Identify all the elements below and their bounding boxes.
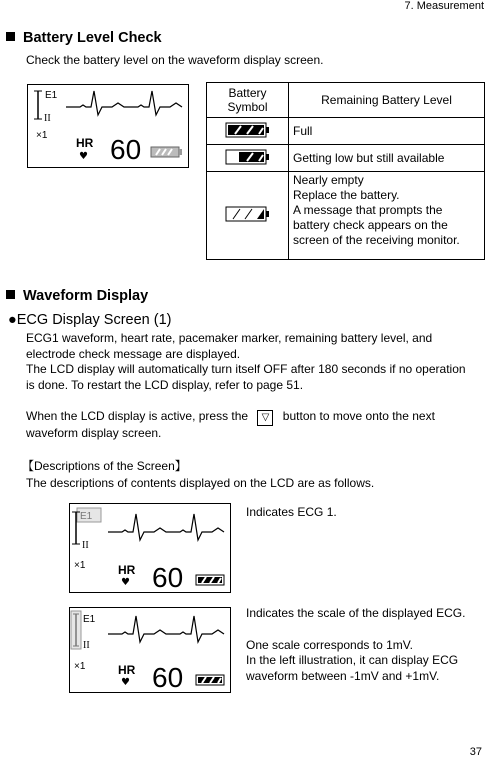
para-next-screen: When the LCD display is active, press the ▽ button to move onto the next waveform display screen. — [26, 409, 435, 440]
descriptions-heading: 【Descriptions of the Screen】 — [22, 459, 187, 473]
table-row — [207, 118, 485, 145]
para-auto-off: The LCD display will automatically turn itself OFF after 180 seconds if no operation is done. To restart the LCD display, refer to page 51. — [26, 362, 466, 392]
ecg-waveform — [108, 616, 224, 642]
bullet-square-icon — [6, 32, 15, 41]
e1-label: E1 — [83, 614, 96, 625]
lcd-illustration-scale — [69, 607, 231, 693]
descriptions-intro: The descriptions of contents displayed on the LCD are as follows. — [26, 476, 375, 490]
e1-label: E1 — [80, 511, 93, 522]
col-remaining-level: Remaining Battery Level — [289, 83, 485, 118]
heart-rate-value: 60 — [152, 562, 184, 592]
battery-section-title: Battery Level Check — [6, 30, 162, 46]
desc-item-ecg1: Indicates ECG 1. — [246, 505, 337, 519]
waveform-section-title: Waveform Display — [6, 288, 148, 304]
table-row — [207, 145, 485, 172]
lcd-screen-graphic — [70, 504, 230, 592]
lcd-illustration-ecg1 — [69, 503, 231, 593]
battery-icon — [151, 147, 182, 157]
level-full: Full — [289, 118, 485, 145]
lcd-illustration-battery — [27, 84, 189, 168]
scale-label: ×1 — [74, 661, 86, 672]
lead-label: II — [44, 113, 51, 124]
battery-table — [206, 82, 485, 260]
down-button-icon: ▽ — [257, 410, 273, 426]
ecg-display-subtitle: ●ECG Display Screen (1) — [8, 312, 172, 328]
lead-label: II — [83, 640, 90, 651]
level-low: Getting low but still available — [289, 145, 485, 172]
lead-label: II — [82, 540, 89, 551]
scale-label: ×1 — [36, 130, 48, 141]
heart-rate-value: 60 — [110, 134, 142, 165]
page-number: 37 — [469, 746, 482, 758]
e1-label: E1 — [45, 90, 58, 101]
ecg-waveform — [108, 514, 224, 540]
hr-label: HR — [118, 563, 136, 577]
hr-label: HR — [76, 136, 94, 150]
battery-empty-icon — [207, 172, 289, 260]
heart-rate-value: 60 — [152, 662, 184, 692]
battery-icon — [196, 575, 224, 585]
lcd-screen-graphic — [28, 85, 188, 167]
desc-item-scale: Indicates the scale of the displayed ECG. One scale corresponds to 1mV. In the left illustration, it can display ECG waveform between -1mV and +1mV. — [246, 606, 466, 683]
col-battery-symbol: Battery Symbol — [207, 83, 289, 118]
heart-icon: ♥ — [121, 677, 130, 688]
lcd-screen-graphic — [70, 608, 230, 692]
heart-icon: ♥ — [79, 151, 88, 162]
bullet-square-icon — [6, 290, 15, 299]
heart-icon: ♥ — [121, 577, 130, 588]
ecg-waveform — [66, 91, 182, 115]
para-display-content: ECG1 waveform, heart rate, pacemaker marker, remaining battery level, and electrode check message are displayed. — [26, 331, 433, 361]
table-row — [207, 172, 485, 260]
battery-full-icon — [207, 118, 289, 145]
battery-icon — [196, 675, 224, 685]
battery-low-icon — [207, 145, 289, 172]
battery-intro: Check the battery level on the waveform display screen. — [26, 53, 324, 67]
hr-label: HR — [118, 663, 136, 677]
level-empty: Nearly empty Replace the battery. A message that prompts the battery check appears on the screen of the receiving monitor. — [289, 172, 485, 260]
chapter-header: 7. Measurement — [404, 0, 484, 12]
scale-label: ×1 — [74, 560, 86, 571]
